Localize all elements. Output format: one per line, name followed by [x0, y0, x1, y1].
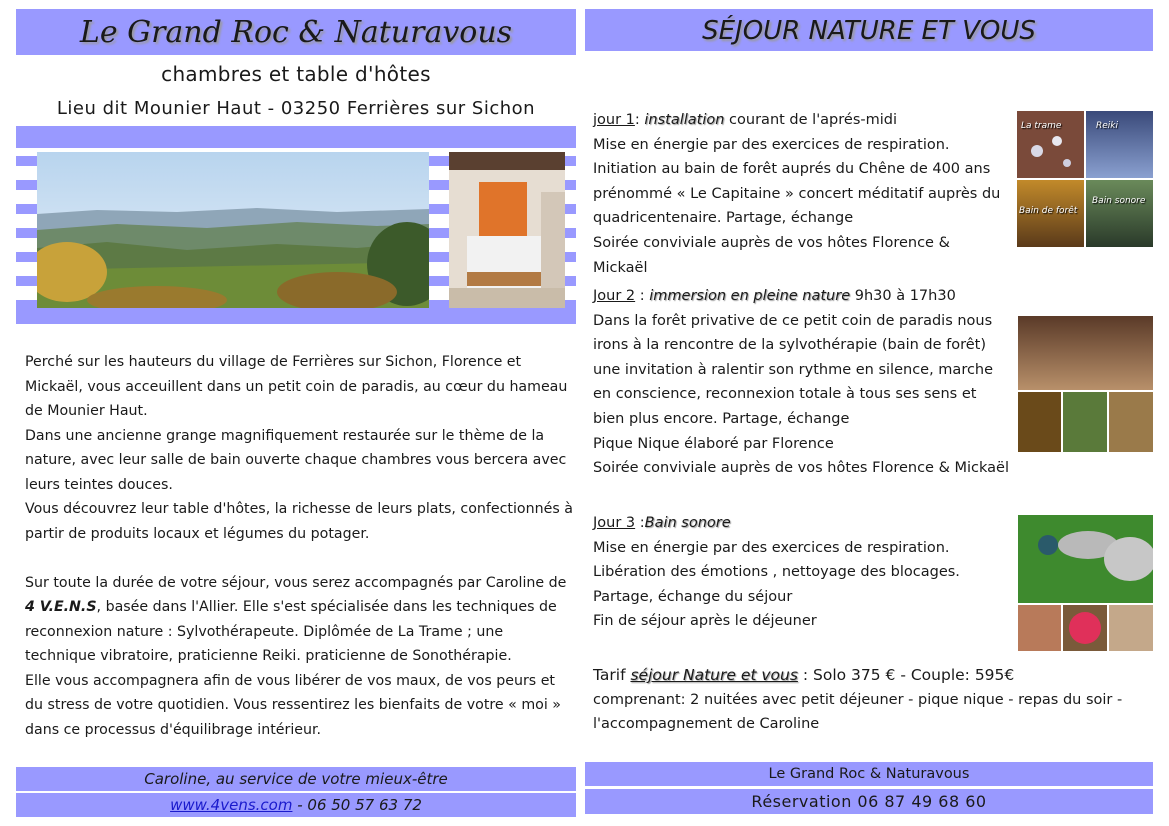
photo-frame-top [16, 126, 576, 148]
collage-tile: Bain sonore [1086, 180, 1153, 247]
day1-line: Soirée conviviale auprès de vos hôtes Florence & Mickaël [593, 234, 950, 276]
address: Lieu dit Mounier Haut - 03250 Ferrières sur Sichon [56, 98, 536, 119]
collage-tile [1109, 605, 1153, 651]
day3-line: Fin de séjour après le déjeuner [593, 613, 817, 630]
collage-tile: Reiki [1086, 111, 1153, 178]
day3-line: Libération des émotions , nettoyage des blocages. [593, 564, 960, 581]
right-title: SÉJOUR NATURE ET VOUS [585, 9, 1153, 51]
left-title: Le Grand Roc & Naturavous [16, 9, 576, 55]
day2-heading: Jour 2 : immersion en pleine nature 9h30 à 17h30 [593, 288, 956, 304]
paragraph: Elle vous accompagnera afin de vous libérer de vos maux, de vos peurs et du stress de votre quotidien. Vous ressentirez les bienfaits de votre « moi » dans ce processus d'équilibrage intérieur. [25, 672, 561, 738]
day2-line: Soirée conviviale auprès de vos hôtes Florence & Mickaël [593, 460, 1009, 477]
paragraph: Vous découvrez leur table d'hôtes, la richesse de leurs plats, confectionnés à partir de produits locaux et légumes du potager. [25, 501, 573, 542]
collage-tile [1018, 316, 1153, 390]
day1-collage [1017, 111, 1153, 247]
collage-tile [1063, 392, 1107, 452]
collage-tile: La trame [1017, 111, 1084, 178]
day3-block [593, 511, 1011, 634]
day1-line: Mise en énergie par des exercices de respiration. Initiation au bain de forêt auprés du Chêne de 400 ans prénommé « Le Capitaine » concert méditatif auprès du quadricentenaire. Partage, échange [593, 136, 1001, 227]
day3-heading: Jour 3 :Bain sonore [593, 515, 731, 531]
day3-line: Partage, échange du séjour [593, 588, 793, 605]
collage-tile [1063, 605, 1107, 651]
collage-tile [1018, 392, 1061, 452]
tarif-line: Tarif séjour Nature et vous : Solo 375 € - Couple: 595€ [593, 666, 1015, 684]
day2-block [593, 284, 1011, 481]
collage-tile: Bain de forêt [1017, 180, 1084, 247]
day1-heading: jour 1: installation courant de l'aprés-midi [593, 112, 898, 128]
reservation-phone: Réservation 06 87 49 68 60 [585, 789, 1153, 814]
paragraph: Sur toute la durée de votre séjour, vous serez accompagnés par Caroline de 4 V.E.N.S, basée dans l'Allier. Elle s'est spécialisée dans les techniques de reconnexion nature : Sylvothérapeute. Diplômée de La Trame ; une technique vibratoire, praticienne Reiki. praticienne de Sonothérapie. [25, 574, 567, 664]
bedroom-photo [449, 152, 565, 308]
day3-line: Mise en énergie par des exercices de respiration. [593, 539, 950, 556]
landscape-photo [37, 152, 429, 308]
brand-name: 4 V.E.N.S [25, 599, 97, 615]
right-footer-line1: Le Grand Roc & Naturavous [585, 762, 1153, 786]
paragraph: Perché sur les hauteurs du village de Ferrières sur Sichon, Florence et Mickaël, vous acceuillent dans un petit coin de paradis, au cœur du hameau de Mounier Haut. [25, 354, 568, 419]
day2-collage [1018, 316, 1153, 452]
day1-block [593, 108, 1008, 280]
tarif-block [593, 663, 1143, 737]
left-footer-line1: Caroline, au service de votre mieux-être [16, 767, 576, 791]
day2-line: Dans la forêt privative de ce petit coin de paradis nous irons à la rencontre de la sylvothérapie (bain de forêt) une invitation à ralentir son rythme en silence, marche en conscience, reconnexion totale à tous ses sens et bien plus encore. Partage, échange [593, 312, 994, 427]
tarif-detail: comprenant: 2 nuitées avec petit déjeuner - pique nique - repas du soir - l'accompagnement de Caroline [593, 691, 1123, 733]
left-description [25, 350, 573, 742]
day2-line: Pique Nique élaboré par Florence [593, 435, 834, 452]
left-footer-contact [16, 793, 576, 817]
paragraph: Dans une ancienne grange magnifiquement restaurée sur le thème de la nature, avec leur salle de bain ouverte chaque chambres vous bercera avec leurs teintes douces. [25, 427, 567, 493]
day3-collage [1018, 515, 1153, 651]
collage-tile [1109, 392, 1153, 452]
website-link[interactable]: www.4vens.com [170, 796, 293, 814]
collage-tile [1018, 515, 1153, 603]
phone-number: - 06 50 57 63 72 [292, 796, 422, 814]
collage-tile [1018, 605, 1061, 651]
subtitle: chambres et table d'hôtes [161, 62, 431, 86]
